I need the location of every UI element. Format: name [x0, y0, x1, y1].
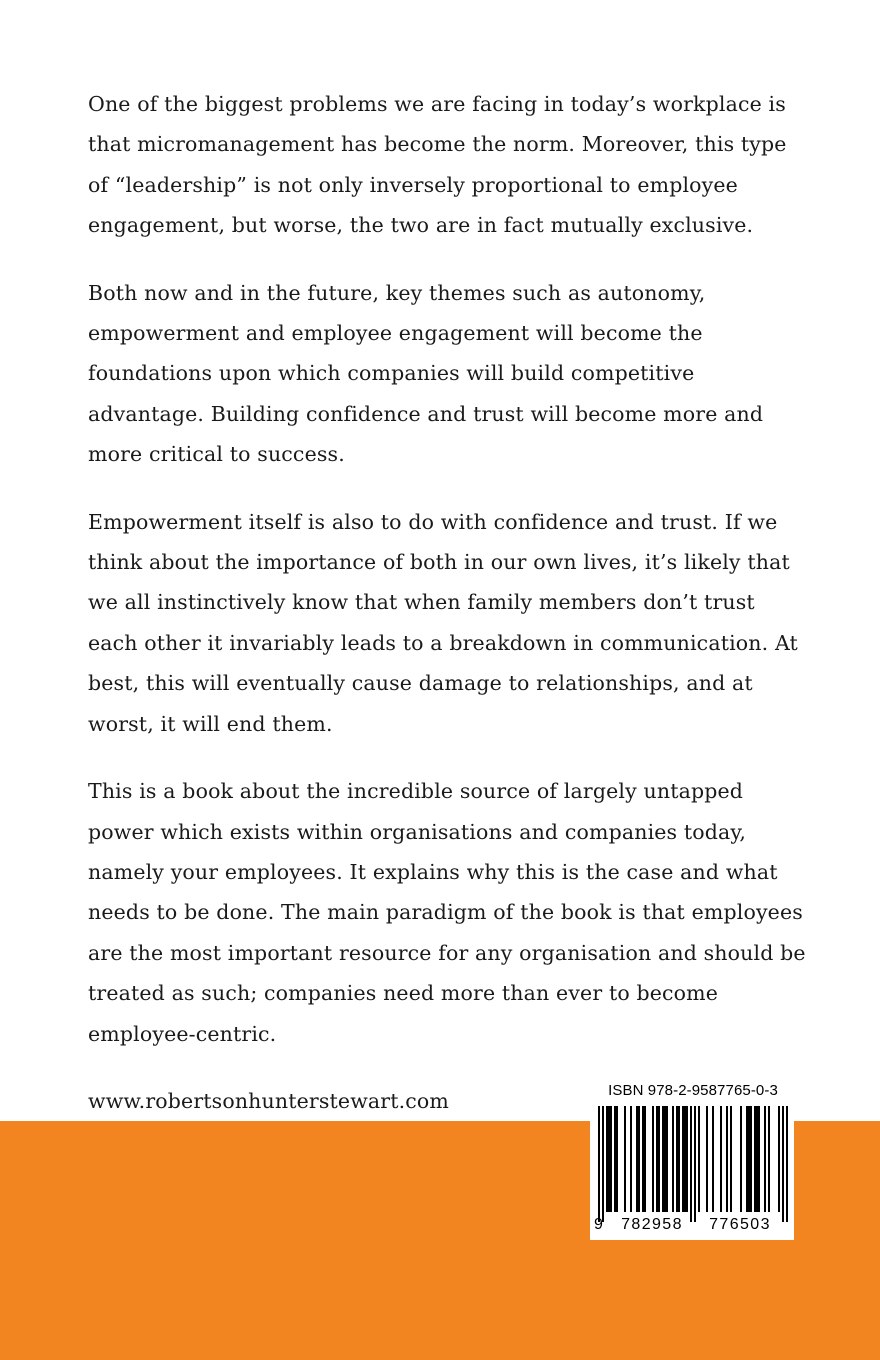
barcode-bar [638, 1106, 640, 1212]
paragraph-1: One of the biggest problems we are facing in today’s workplace is that micromanagement has become the norm. Moreover, this type of “leadership” is not only inversely proportional to employee engagement, but worse, the two are in fact mutually exclusive. [88, 92, 787, 238]
barcode-bar [630, 1106, 632, 1212]
ean-digits [590, 1214, 794, 1238]
barcode-bar [764, 1106, 766, 1212]
barcode-bar [746, 1106, 748, 1212]
barcode-bar [690, 1106, 692, 1222]
barcode-bar [758, 1106, 760, 1212]
barcode-bar [662, 1106, 664, 1212]
ean-left-group: 782958 [621, 1216, 683, 1233]
barcode-bar [614, 1106, 616, 1212]
paragraph-3: Empowerment itself is also to do with confidence and trust. If we think about the importance of both in our own lives, it’s likely that we all instinctively know that when family members don’t trust each other it invariably leads to a breakdown in communication. At best, this will eventually cause damage to relationships, and at worst, it will end them. [88, 509, 798, 736]
barcode-bar [740, 1106, 742, 1212]
barcode-bar [756, 1106, 758, 1212]
barcode-bar [698, 1106, 700, 1212]
isbn-barcode-block [590, 1078, 794, 1240]
barcode-bar [610, 1106, 612, 1212]
barcode-bar [706, 1106, 708, 1212]
barcode-bar [672, 1106, 674, 1212]
barcode-bar [786, 1106, 788, 1222]
barcode-bar [642, 1106, 644, 1212]
barcode-bar [656, 1106, 658, 1212]
barcode-bar [598, 1106, 600, 1222]
barcode-bar [676, 1106, 678, 1212]
barcode-graphic [590, 1106, 794, 1222]
barcode-bar [720, 1106, 722, 1212]
isbn-label: ISBN 978-2-9587765-0-3 [608, 1082, 778, 1099]
barcode-bar [750, 1106, 752, 1212]
paragraph-4: This is a book about the incredible source of largely untapped power which exists within organisations and companies today, namely your employees. It explains why this is the case and what needs to be done. The main paradigm of the book is that employees are the most important resource for any organisation and should be treated as such; companies need more than ever to become employee-centric. [88, 779, 806, 1046]
website-url: www.robertsonhunterstewart.com [88, 1088, 449, 1113]
barcode-bar [666, 1106, 668, 1212]
barcode-bar [624, 1106, 626, 1212]
barcode-bar [730, 1106, 732, 1212]
ean-first-digit: 9 [594, 1216, 603, 1233]
barcode-bar [778, 1106, 780, 1212]
barcode-bar [686, 1106, 688, 1212]
barcode-bar [606, 1106, 608, 1212]
barcode-bar [782, 1106, 784, 1222]
barcode-bar [664, 1106, 666, 1212]
barcode-bar [644, 1106, 646, 1212]
barcode-bar [684, 1106, 686, 1212]
barcode-bar [712, 1106, 714, 1212]
barcode-bar [726, 1106, 728, 1212]
barcode-bar [678, 1106, 680, 1212]
back-cover-text [88, 84, 808, 1121]
ean-right-group: 776503 [709, 1216, 771, 1233]
barcode-bar [694, 1106, 696, 1222]
barcode-bar [754, 1106, 756, 1212]
barcode-bar [616, 1106, 618, 1212]
barcode-bar [602, 1106, 604, 1222]
barcode-bar [658, 1106, 660, 1212]
barcode-bar [652, 1106, 654, 1212]
paragraph-2: Both now and in the future, key themes such as autonomy, empowerment and employee engagement will become the foundations upon which companies will build competitive advantage. Building confidence and trust will become more and more critical to success. [88, 280, 764, 467]
barcode-bar [608, 1106, 610, 1212]
barcode-bar [636, 1106, 638, 1212]
barcode-bar [748, 1106, 750, 1212]
barcode-bar [768, 1106, 770, 1212]
barcode-bar [682, 1106, 684, 1212]
